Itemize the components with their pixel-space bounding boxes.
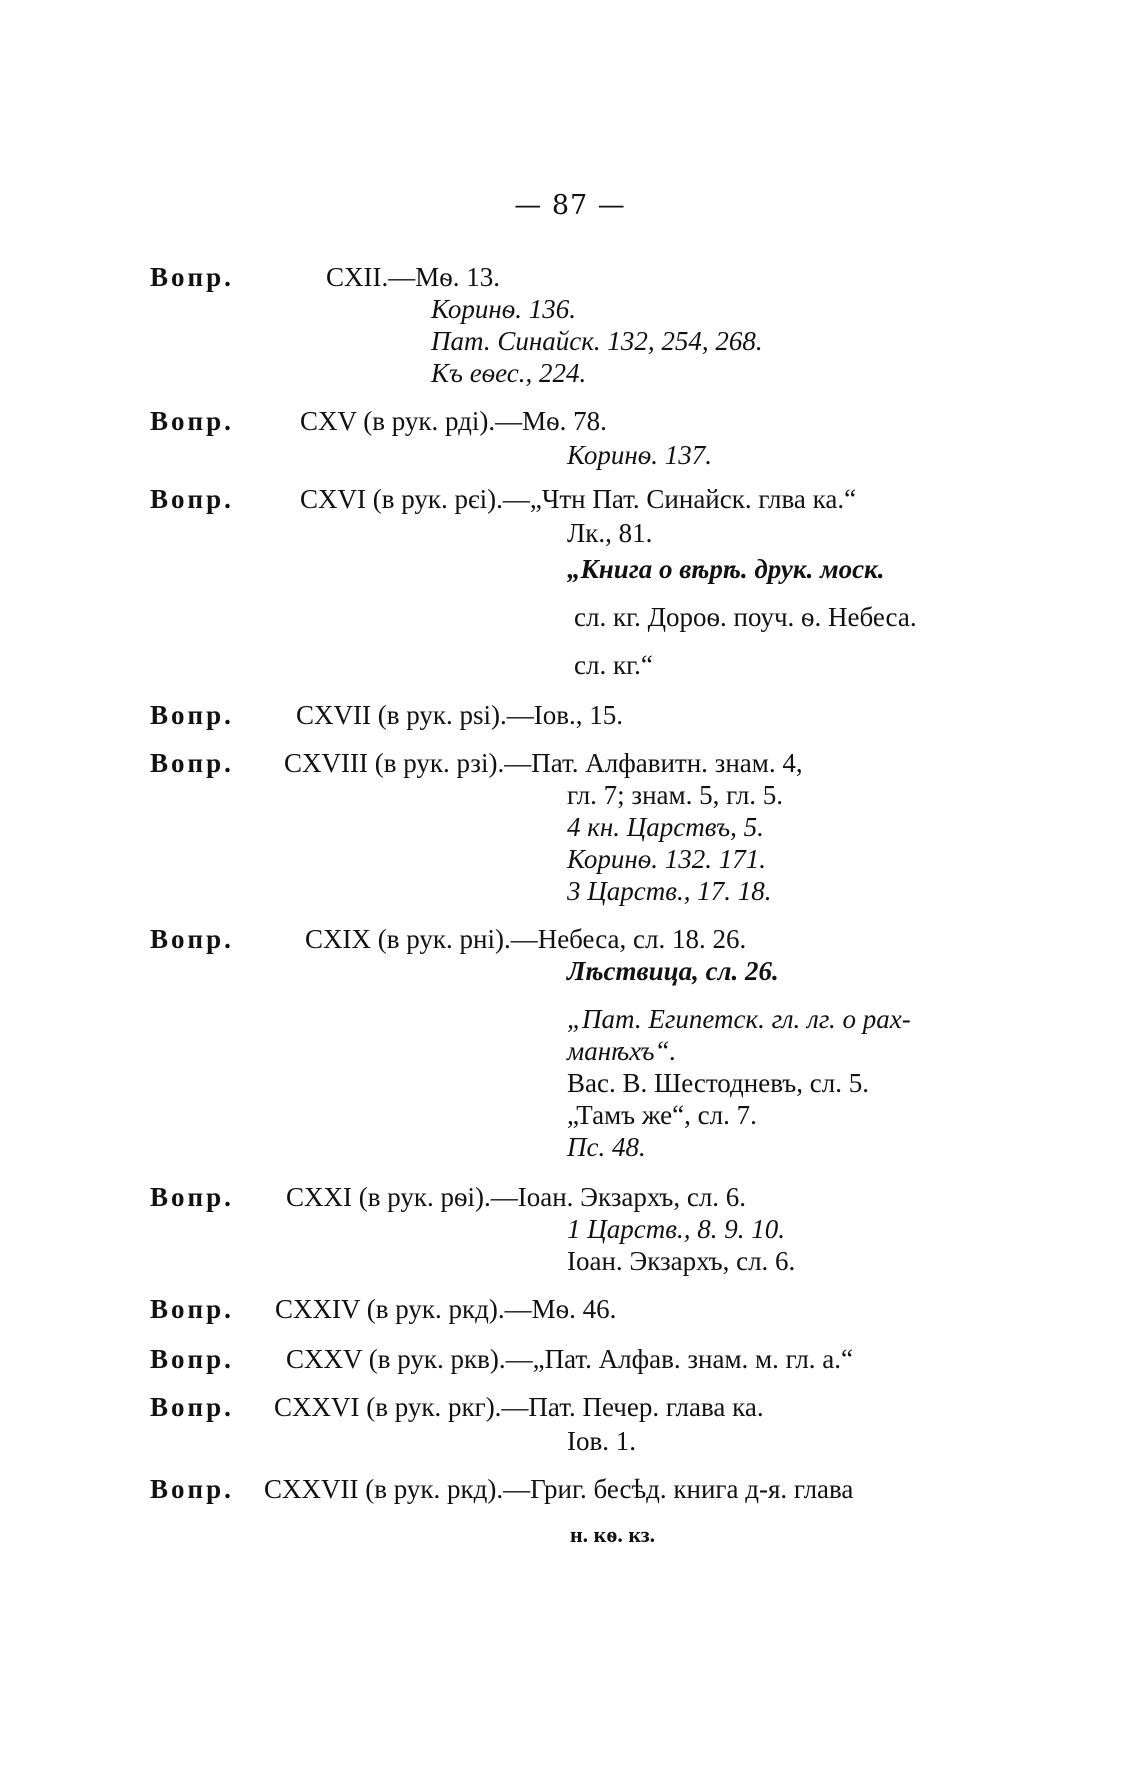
- entry-line: Коринѳ. 136.: [431, 294, 577, 324]
- entry-line: CXV (в рук. рді).—Мѳ. 78.: [300, 406, 607, 436]
- entry-label: Вопр.: [150, 748, 234, 778]
- entry-line: CXVII (в рук. рѕі).—Іов., 15.: [296, 700, 623, 730]
- entry-label: Вопр.: [150, 1474, 234, 1504]
- entry-line: 1 Царств., 8. 9. 10.: [567, 1214, 785, 1244]
- entry-line: Къ еѳес., 224.: [431, 358, 587, 388]
- page-number: — 87 —: [514, 190, 626, 221]
- entry-line: CXXV (в рук. ркв).—„Пат. Алфав. знам. м. гл. а.“: [286, 1344, 854, 1374]
- entry-line: Пс. 48.: [567, 1132, 646, 1162]
- entry-line: „Книга о вѣрѣ. друк. моск.: [567, 554, 885, 584]
- entry-label: Вопр.: [150, 406, 234, 436]
- entry-line: сл. кг. Дороѳ. поуч. ѳ. Небеса.: [574, 602, 917, 632]
- entry-line: CXXVII (в рук. ркд).—Григ. бесѣд. книга д-я. глава: [264, 1474, 854, 1504]
- entry-line: CXII.—Мѳ. 13.: [326, 262, 500, 292]
- entry-label: Вопр.: [150, 1392, 234, 1422]
- entry-line: н. кѳ. кз.: [570, 1522, 656, 1547]
- entry-label: Вопр.: [150, 1344, 234, 1374]
- entry-line: „Тамъ же“, сл. 7.: [567, 1100, 757, 1130]
- entry-line: CXIX (в рук. рні).—Небеса, сл. 18. 26.: [305, 924, 747, 954]
- entry-label: Вопр.: [150, 924, 234, 954]
- entry-line: CXXI (в рук. рѳі).—Іоан. Экзархъ, сл. 6.: [286, 1182, 747, 1212]
- entry-line: гл. 7; знам. 5, гл. 5.: [567, 780, 784, 810]
- entry-label: Вопр.: [150, 262, 234, 292]
- entry-line: 4 кн. Царствъ, 5.: [567, 812, 764, 842]
- entry-line: Іов. 1.: [567, 1426, 636, 1456]
- entry-line: Коринѳ. 132. 171.: [567, 844, 767, 874]
- entry-line: манѣхъ“.: [567, 1036, 677, 1066]
- entry-line: сл. кг.“: [574, 650, 653, 680]
- entry-line: Пат. Синайск. 132, 254, 268.: [431, 326, 763, 356]
- entry-line: CXVIII (в рук. рзі).—Пат. Алфавитн. знам. 4,: [284, 748, 803, 778]
- entry-label: Вопр.: [150, 1294, 234, 1324]
- entry-line: Вас. В. Шестодневъ, сл. 5.: [567, 1068, 869, 1098]
- entry-line: 3 Царств., 17. 18.: [567, 876, 772, 906]
- entry-label: Вопр.: [150, 700, 234, 730]
- entry-label: Вопр.: [150, 484, 234, 514]
- entry-line: CXXVI (в рук. ркг).—Пат. Печер. глава ка.: [274, 1392, 764, 1422]
- entry-line: Лк., 81.: [567, 518, 653, 548]
- entry-line: „Пат. Египетск. гл. лг. о рах-: [567, 1004, 911, 1034]
- entry-line: CXXIV (в рук. ркд).—Мѳ. 46.: [275, 1294, 617, 1324]
- entry-line: Коринѳ. 137.: [567, 440, 713, 470]
- entry-line: Іоан. Экзархъ, сл. 6.: [567, 1246, 796, 1276]
- entry-label: Вопр.: [150, 1182, 234, 1212]
- entry-line: Лѣствица, сл. 26.: [567, 956, 779, 986]
- entry-line: CXVI (в рук. рєі).—„Чтн Пат. Синайск. глва ка.“: [300, 484, 857, 514]
